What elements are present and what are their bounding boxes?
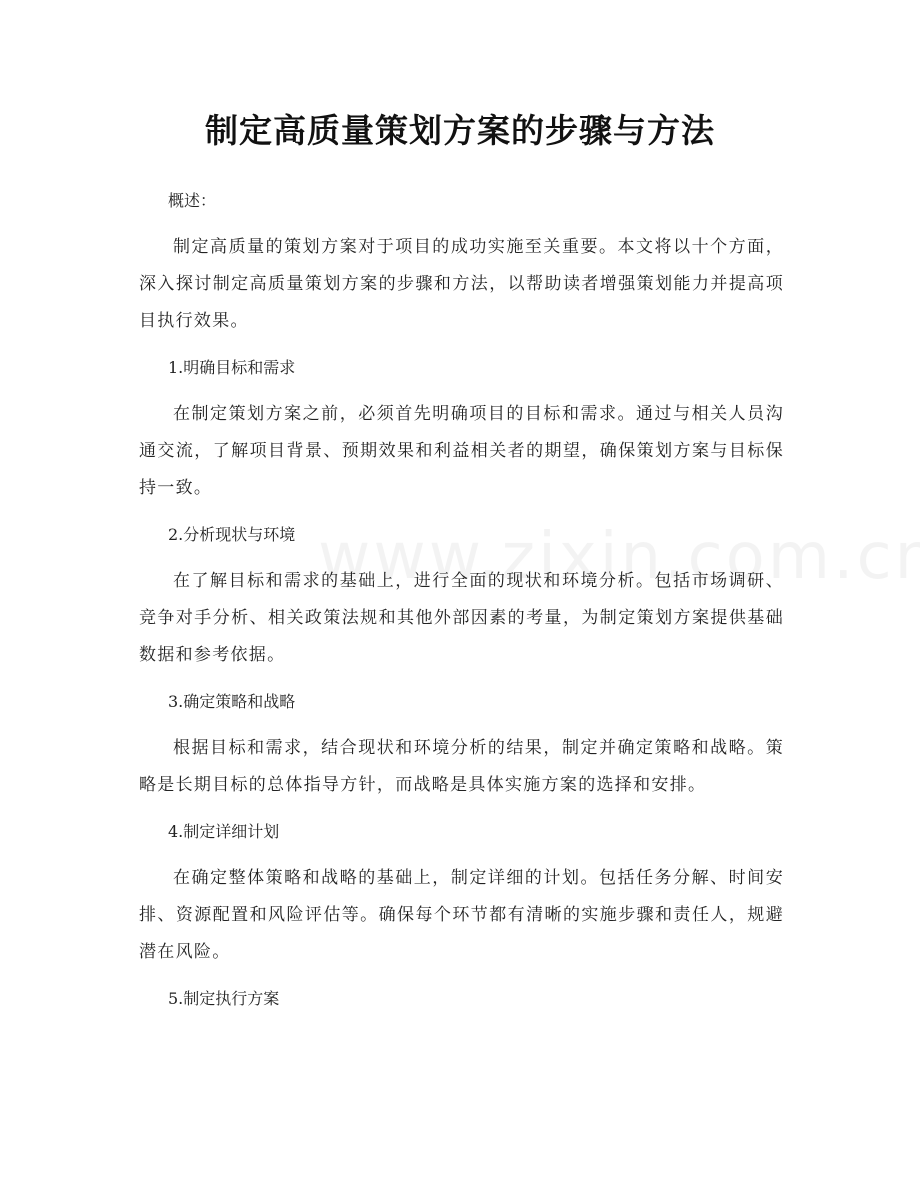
section-paragraph: 在了解目标和需求的基础上，进行全面的现状和环境分析。包括市场调研、竞争对手分析、相关政策法规和其他外部因素的考量，为制定策划方案提供基础数据和参考依据。 bbox=[139, 571, 784, 665]
document-content bbox=[139, 186, 784, 1014]
section-heading: 5.制定执行方案 bbox=[168, 989, 280, 1008]
section-heading: 3.确定策略和战略 bbox=[168, 692, 296, 711]
document-title: 制定高质量策划方案的步骤与方法 bbox=[205, 111, 715, 150]
section-paragraph: 在制定策划方案之前，必须首先明确项目的目标和需求。通过与相关人员沟通交流，了解项目背景、预期效果和利益相关者的期望，确保策划方案与目标保持一致。 bbox=[139, 404, 784, 498]
section-heading: 2.分析现状与环境 bbox=[168, 525, 296, 544]
section-paragraph: 根据目标和需求，结合现状和环境分析的结果，制定并确定策略和战略。策略是长期目标的总体指导方针，而战略是具体实施方案的选择和安排。 bbox=[139, 738, 784, 795]
section-heading: 4.制定详细计划 bbox=[168, 822, 280, 841]
overview-label: 概述： bbox=[168, 191, 217, 210]
section-paragraph: 在确定整体策略和战略的基础上，制定详细的计划。包括任务分解、时间安排、资源配置和风险评估等。确保每个环节都有清晰的实施步骤和责任人，规避潜在风险。 bbox=[139, 868, 784, 962]
overview-paragraph: 制定高质量的策划方案对于项目的成功实施至关重要。本文将以十个方面，深入探讨制定高质量策划方案的步骤和方法，以帮助读者增强策划能力并提高项目执行效果。 bbox=[139, 237, 784, 331]
section-heading: 1.明确目标和需求 bbox=[168, 358, 296, 377]
